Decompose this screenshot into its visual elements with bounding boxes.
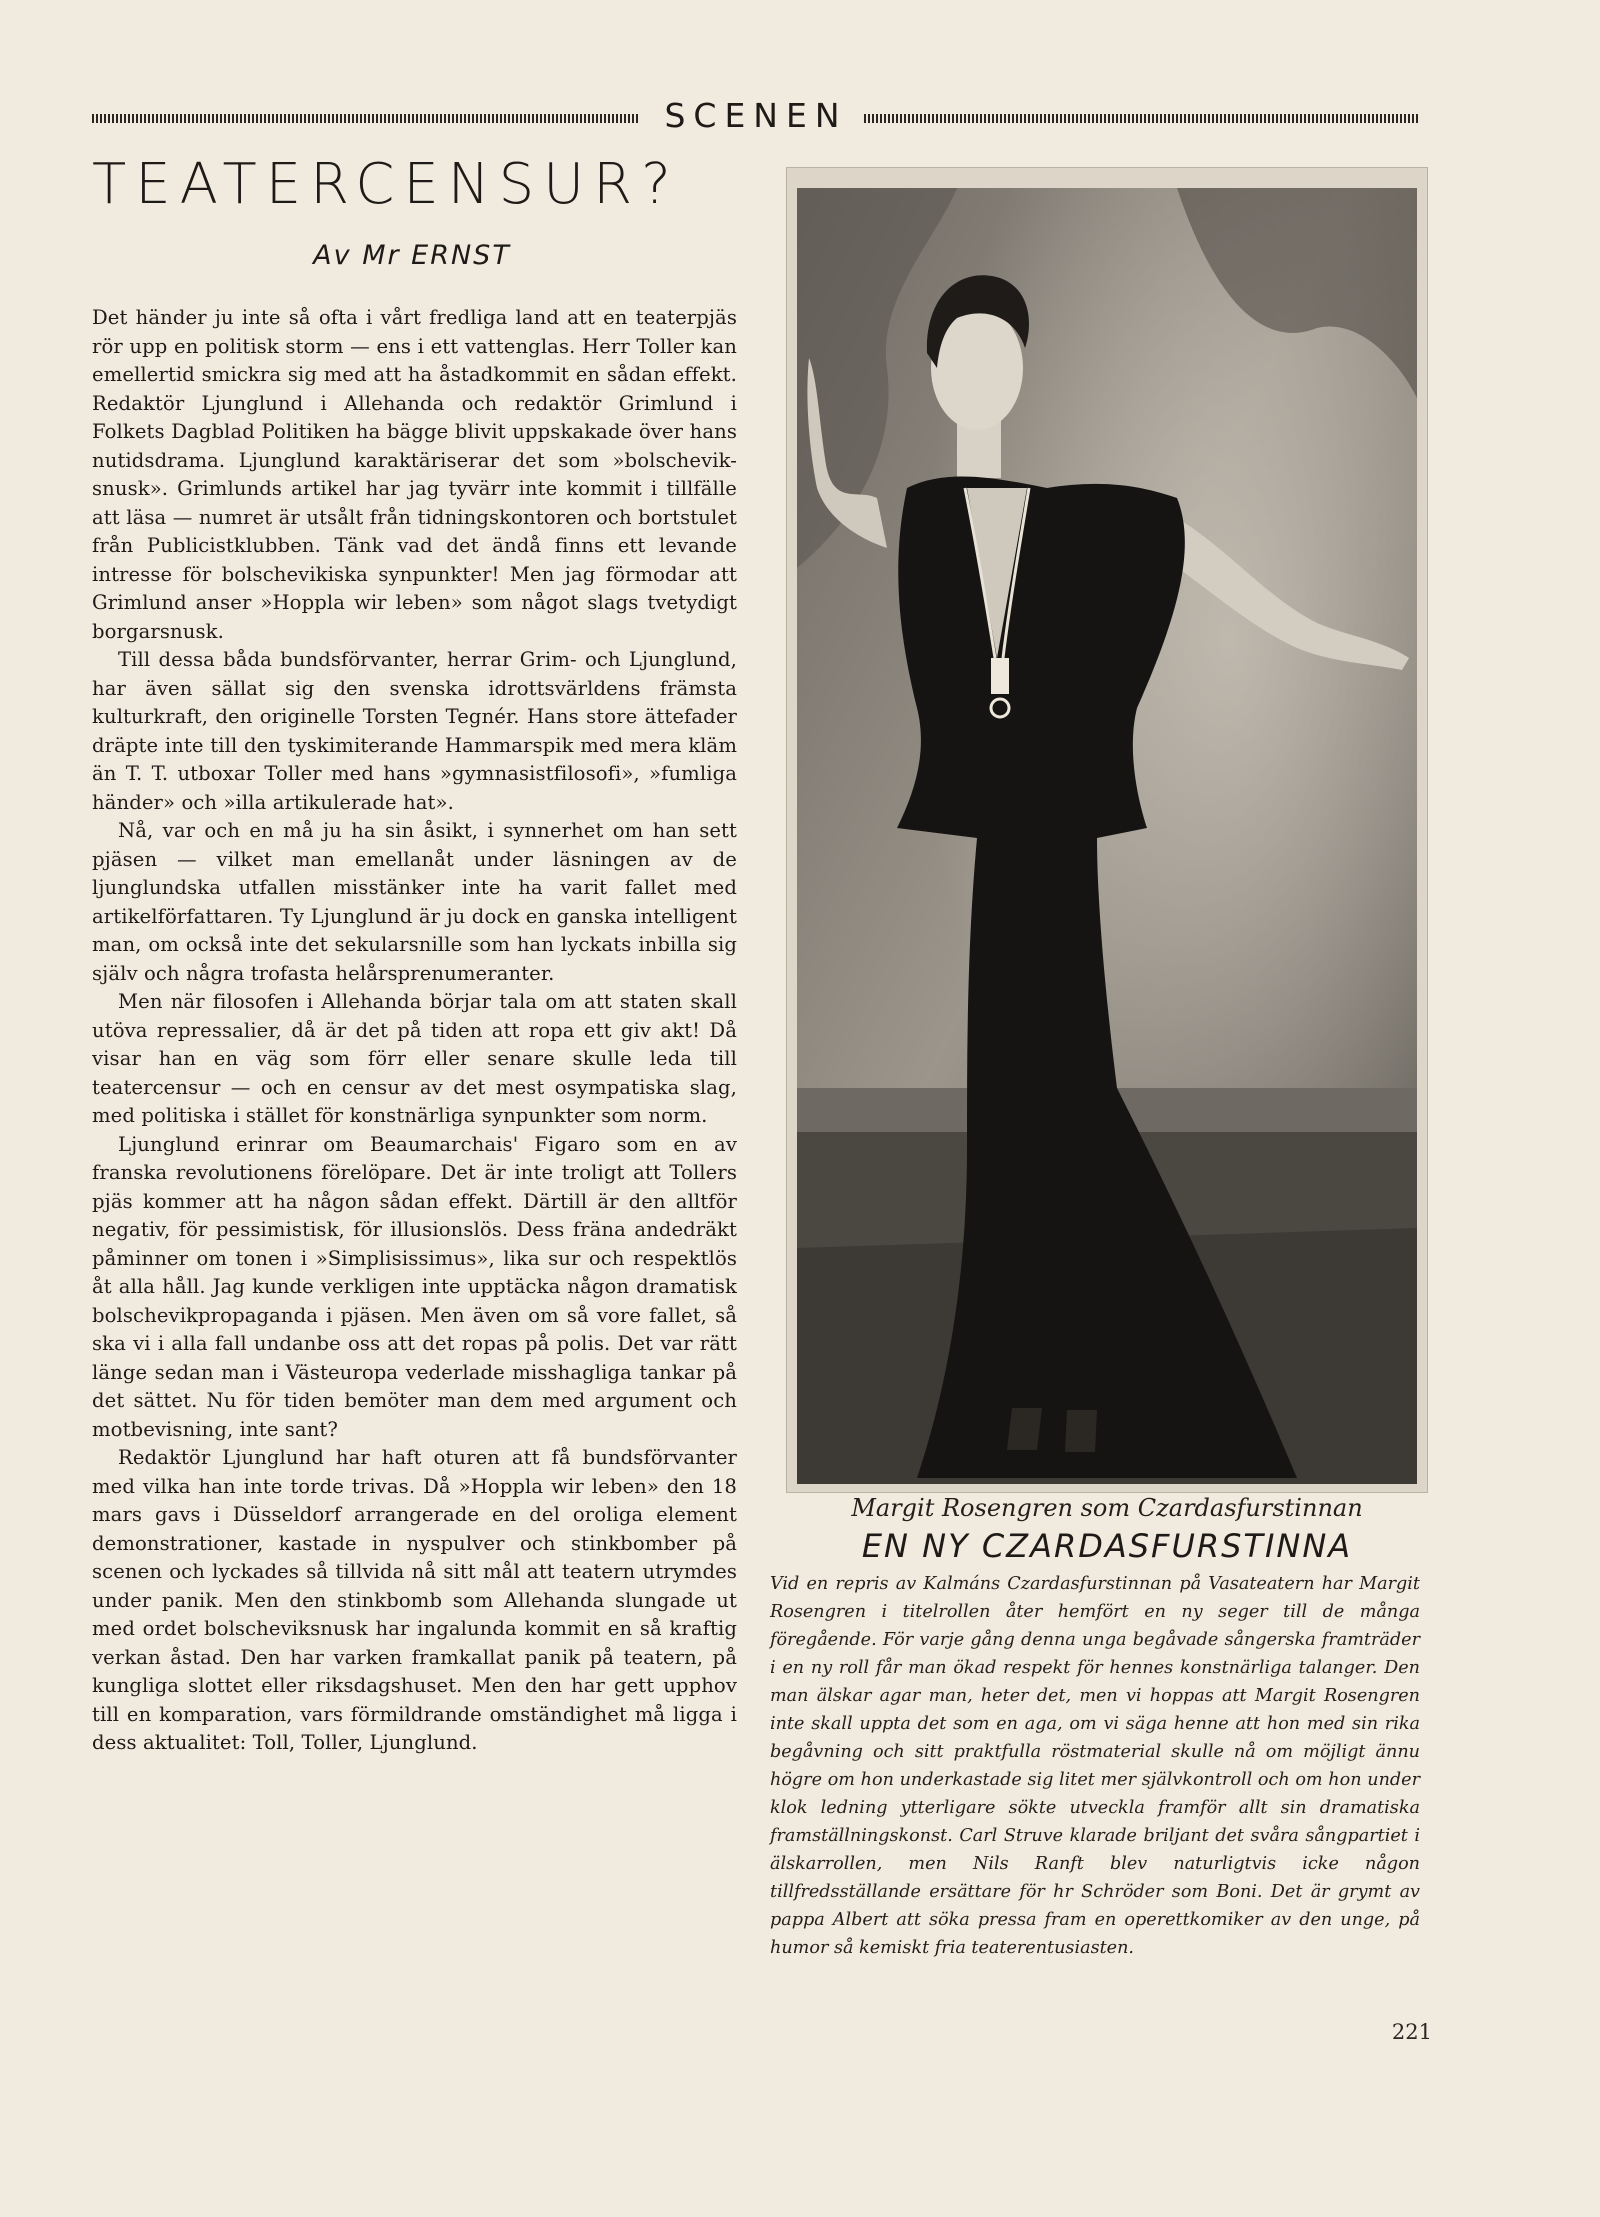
page-number: 221 (1391, 2020, 1432, 2044)
photo-caption: Margit Rosengren som Czardasfurstinnan (851, 1494, 1363, 1522)
sidebar-text: Vid en repris av Kalmáns Czardasfurstinnan på Vasateatern har Margit Rosengren i titelrollen åter hemfört en ny seger till de många föregående. För varje gång denna unga begåvade sångerska framträder i en ny roll får man ökad respekt för hennes konstnärliga talanger. Den man älskar agar man, heter det, men vi hoppas att Margit Rosengren inte skall uppta det som en aga, om vi säga henne att hon med sin rika begåvning och sitt praktfulla röstmaterial skulle nå om möjligt ännu högre om hon underkastade sig litet mer självkontroll och om hon under klok ledning ytterligare sökte utveckla framför allt sin dramatiska framställningskonst. Carl Struve klarade briljant det svåra sångpartiet i älskarrollen, men Nils Ranft blev naturligtvis icke någon tillfredsställande ersättare för hr Schröder som Boni. Det är grymt av pappa Albert att söka pressa fram en operettkomiker av den unge, på humor så kemiskt fria teaterentusiasten. (770, 1574, 1420, 1958)
article-body (92, 304, 737, 1758)
article-paragraph: Till dessa båda bundsförvanter, herrar Grim- och Ljunglund, har även sällat sig den svenska idrottsvärldens främsta kulturkraft, den originelle Torsten Tegnér. Hans store ättefader dräpte inte till den tyskimiterande Hammarspik med mera kläm än T. T. utboxar Toller med hans »gymnasistfilosofi», »fumliga händer» och »illa artikulerade hat». (92, 648, 737, 814)
section-header (92, 96, 1420, 140)
shoe-left (1007, 1408, 1042, 1450)
article-paragraph: Nå, var och en må ju ha sin åsikt, i synnerhet om han sett pjäsen — vilket man emellanåt under läsningen av de ljunglundska utfallen misstänker inte ha varit fallet med artikelförfattaren. Ty Ljunglund är ju dock en ganska intelligent man, om också inte det sekularsnille som han lyckats inbilla sig själv och några trofasta helårsprenumeranter. (92, 819, 737, 985)
article-byline: Av Mr ERNST (313, 240, 511, 271)
portrait-photo-frame (787, 168, 1427, 1492)
article-paragraph: Ljunglund erinrar om Beaumarchais' Figaro som en av franska revolutionens förelöpare. Det är inte troligt att Tollers pjäs kommer att ha någon sådan effekt. Därtill är den alltför negativ, för pessimistisk, för illusionslös. Dess fräna andedräkt påminner om tonen i »Simplisissimus», lika sur och respektlös åt alla håll. Jag kunde verkligen inte upptäcka någon dramatisk bolschevikpropaganda i pjäsen. Men även om så vore fallet, så ska vi i alla fall undanbe oss att det ropas på polis. Det var rätt länge sedan man i Västeuropa vederlade misshagliga tankar på det sättet. Nu för tiden bemöter man dem med argument och motbevisning, inte sant? (92, 1132, 737, 1441)
portrait-photo (797, 188, 1417, 1484)
header-rule-right (864, 114, 1420, 123)
header-rule-left (92, 114, 640, 123)
article-paragraph: Det händer ju inte så ofta i vårt fredliga land att en teaterpjäs rör upp en politisk storm — ens i ett vattenglas. Herr Toller kan emellertid smickra sig med att ha åstadkommit en sådan effekt. Redaktör Ljunglund i Allehanda och redaktör Grimlund i Folkets Dagblad Politiken ha bägge blivit uppskakade över hans nutidsdrama. Ljunglund karaktäriserar det som »bolschevik-snusk». Grimlunds artikel har jag tyvärr inte kommit i tillfälle att läsa — numret är utsålt från tidningskontoren och bortstulet från Publicistklubben. Tänk vad det ändå finns ett levande intresse för bolschevikiska synpunkter! Men jag förmodar att Grimlund anser »Hoppla wir leben» som något slags tvetydigt borgarsnusk. (92, 306, 737, 643)
article-paragraph: Redaktör Ljunglund har haft oturen att få bundsförvanter med vilka han inte torde trivas. Då »Hoppla wir leben» den 18 mars gavs i Düsseldorf arrangerade en del oroliga element demonstrationer, kastade in nyspulver och stinkbomber på scenen och lyckades så tillvida nå sitt mål att teatern utrymdes under panik. Men den stinkbomb som Allehanda slungade ut med ordet bolscheviksnusk har ingalunda kommit en så kraftig verkan åstad. Den har varken framkallat panik på teatern, på kungliga slottet eller riksdagshuset. Men den har gett upphov till en komparation, vars förmildrande omständighet må ligga i dess aktualitet: Toll, Toller, Ljunglund. (92, 1446, 737, 1754)
article-headline: TEATERCENSUR? (92, 152, 680, 217)
pendant (991, 658, 1009, 694)
article-paragraph: Men när filosofen i Allehanda börjar tala om att staten skall utöva repressalier, då är det på tiden att ropa ett giv akt! Då visar han en väg som förr eller senare skulle leda till teatercensur — och en censur av det mest osympatiska slag, med politiska i stället för konstnärliga synpunkter som norm. (92, 990, 737, 1127)
section-title: SCENEN (664, 96, 848, 135)
portrait-illustration (797, 188, 1417, 1484)
shoe-right (1065, 1410, 1097, 1452)
sidebar-headline: EN NY CZARDASFURSTINNA (861, 1527, 1353, 1565)
